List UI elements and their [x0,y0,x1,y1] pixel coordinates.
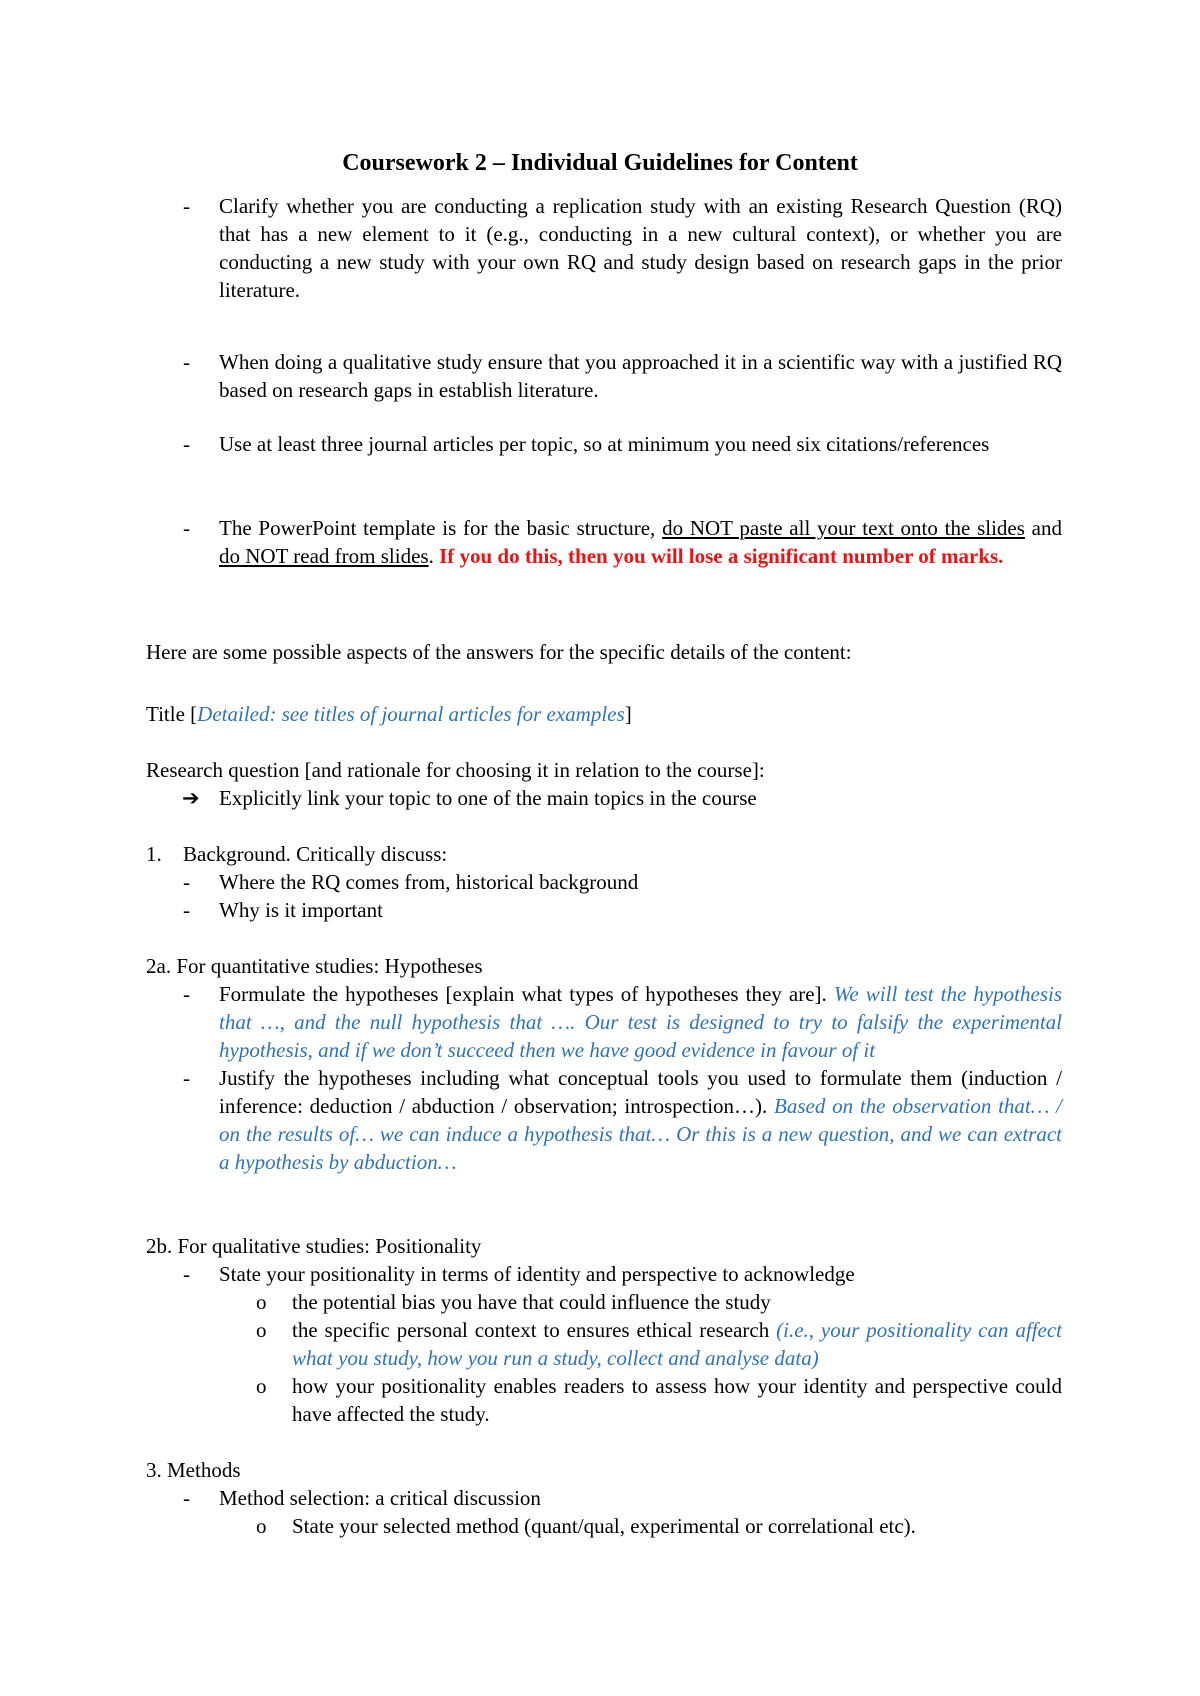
rq-label: Research question [and rationale for choosing it in relation to the course]: [146,758,765,782]
intro-bullet-list [146,348,1062,404]
list-item: - The PowerPoint template is for the basic structure, do NOT paste all your text onto the slides and do NOT read from slides. If you do this, then you will lose a significant number of marks. [183,516,1062,568]
research-question [146,756,1062,812]
list-item: - State your positionality in terms of identity and perspective to acknowledge [183,1262,855,1286]
sub-list-item: o State your selected method (quant/qual, experimental or correlational etc). [256,1514,916,1538]
list-item: - Where the RQ comes from, historical background [183,870,639,894]
bullet-circle: o [256,1318,267,1342]
bullet-dash: - [183,1262,190,1286]
section-heading: 2b. For qualitative studies: Positionality [146,1234,482,1258]
warning-text: If you do this, then you will lose a significant number of marks. [439,544,1004,568]
intro-line: Here are some possible aspects of the answers for the specific details of the content: [146,640,852,664]
bullet-dash: - [183,1486,190,1510]
bullet-dash: - [183,350,190,374]
page-title: Coursework 2 – Individual Guidelines for Content [342,150,858,176]
list-item: - Use at least three journal articles per topic, so at minimum you need six citations/references [183,432,990,456]
section-heading: 1. Background. Critically discuss: [146,842,448,866]
list-item: - When doing a qualitative study ensure that you approached it in a scientific way with a justified RQ based on research gaps in establish literature. [183,350,1062,402]
positionality-section [146,1232,1062,1428]
sub-list-item: o how your positionality enables readers to assess how your identity and perspective could have affected the study. [256,1374,1062,1426]
intro-bullet-list [146,192,1062,304]
section-heading: 2a. For quantitative studies: Hypotheses [146,954,483,978]
title-hint: Detailed: see titles of journal articles for examples [197,702,625,726]
sub-list-item: o the specific personal context to ensures ethical research (i.e., your positionality can affect what you study, how you run a study, collect and analyse data) [256,1318,1062,1370]
bullet-dash: - [183,432,190,456]
intro-bullet-list [146,430,1062,458]
bullet-dash: - [183,516,190,540]
title-line: Title [Detailed: see titles of journal articles for examples] [146,702,632,726]
section-heading: 3. Methods [146,1458,241,1482]
list-item: - Formulate the hypotheses [explain what types of hypotheses they are]. We will test the hypothesis that …, and the null hypothesis that …. Our test is designed to try to falsify the experimental hypothesis, and if we don’t succeed then we have good evidence in favour of it [183,982,1063,1062]
bullet-circle: o [256,1290,267,1314]
methods-section [146,1456,1062,1540]
hypotheses-section [146,952,1062,1176]
arrow-right-icon: ➔ [182,786,200,810]
bullet-dash: - [183,898,190,922]
background-section [146,840,1062,924]
list-item: - Why is it important [183,898,383,922]
bullet-dash: - [183,1066,190,1090]
sub-list-item: o the potential bias you have that could influence the study [256,1290,771,1314]
list-item: - Clarify whether you are conducting a replication study with an existing Research Question (RQ) that has a new element to it (e.g., conducting in a new cultural context), or whether you are conducting a new study with your own RQ and study design based on research gaps in the prior literature. [183,194,1062,302]
bullet-dash: - [183,194,190,218]
list-item: - Justify the hypotheses including what conceptual tools you used to formulate them (induction / inference: deduction / abduction / observation; introspection…). Based on the observation that… / on the results of… we can induce a hypothesis that… Or this is a new question, and we can extract a hypothesis by abduction… [183,1066,1062,1174]
bullet-circle: o [256,1514,267,1538]
rq-arrow-item: ➔ Explicitly link your topic to one of the main topics in the course [182,786,757,810]
list-item: - Method selection: a critical discussion [183,1486,541,1510]
ppt-bullet [146,514,1062,570]
bullet-circle: o [256,1374,267,1398]
bullet-dash: - [183,982,190,1006]
bullet-dash: - [183,870,190,894]
